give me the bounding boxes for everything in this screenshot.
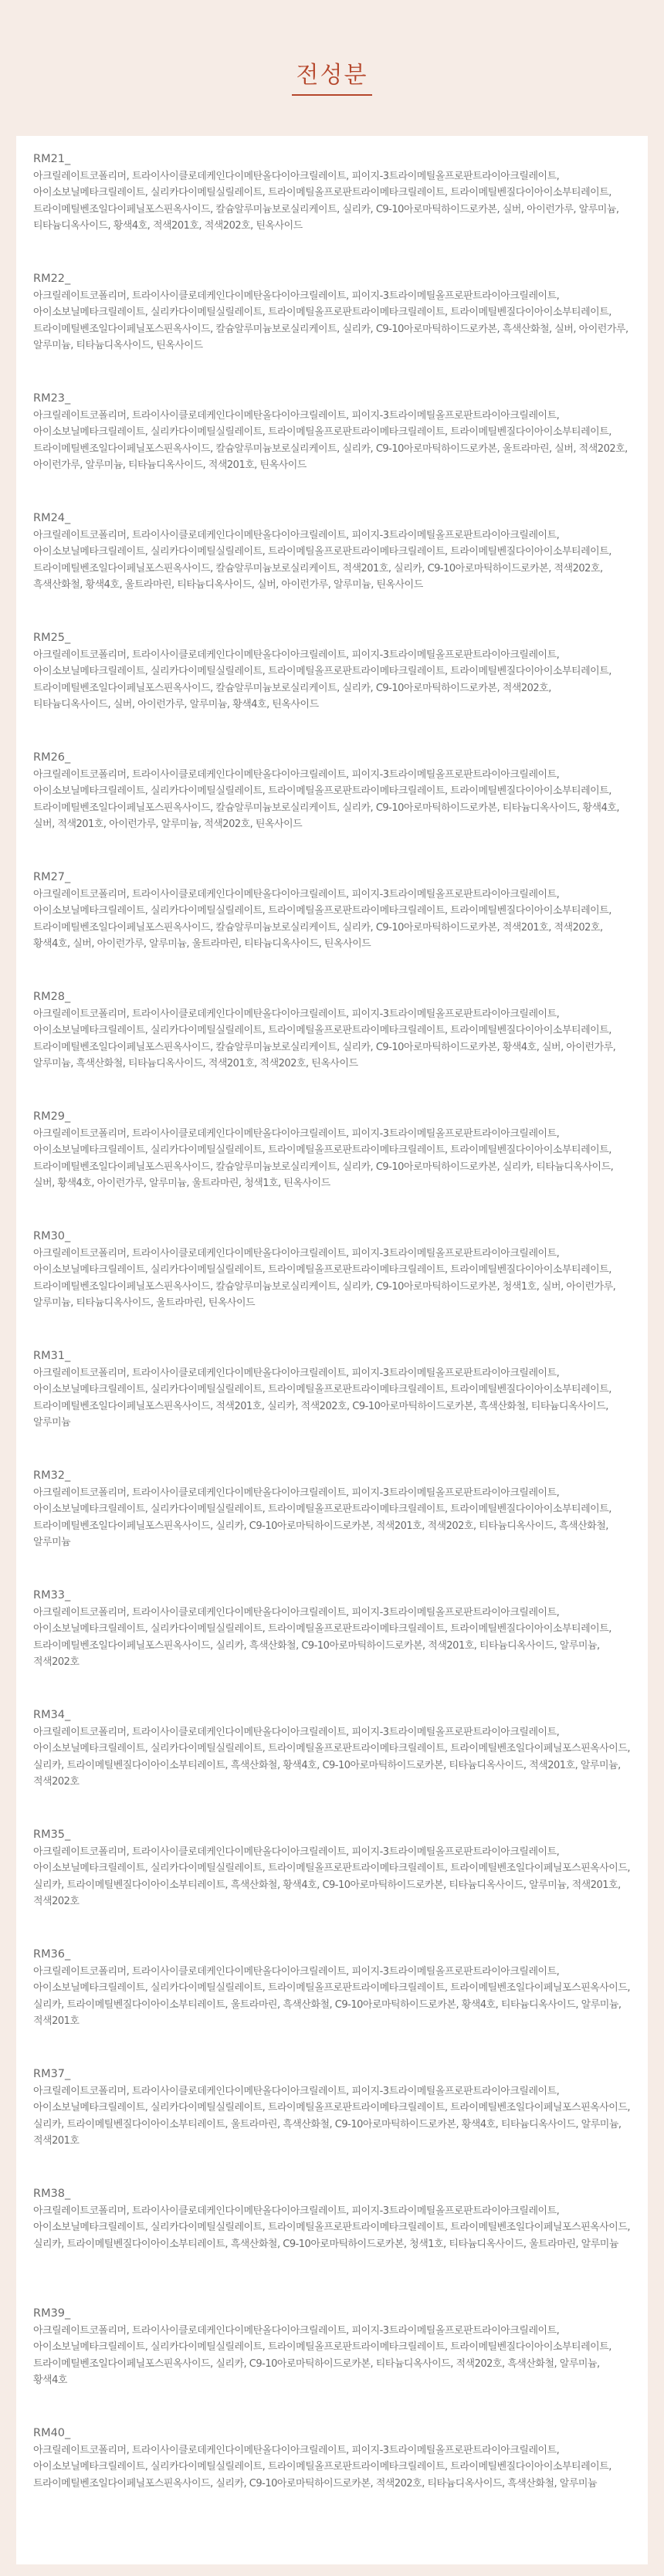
product-code: RM29_ [33,1110,71,1123]
product-code: RM36_ [33,1948,71,1961]
ingredient-text: 아크릴레이트코폴리머, 트라이사이클로데케인다이메탄올다이아크릴레이트, 피이지-3트라이메틸올프로판트라이아크릴레이트, 아이소보닐메타크릴레이트, 실리카다이메틸실릴레이트, 트라이메틸올프로판트라이메타크릴레이트, 트라이메틸벤질다이아이소부티레이트, 트라이메틸벤조일다이페닐포스핀옥사이드, 칼슘알루미늄보로실리케이트, 실리카, C9-10아로마틱하이드로카본, 실리카, 티타늄디옥사이드, 실버, 황색4호, 아이런가루, 알루미늄, 울트라마린, 청색1호, 틴옥사이드 [33,1127,614,1189]
ingredient-entry [33,1947,631,2066]
ingredient-list-card [16,136,648,2564]
product-code: RM30_ [33,1230,71,1242]
product-code: RM35_ [33,1829,71,1841]
ingredient-text: 아크릴레이트코폴리머, 트라이사이클로데케인다이메탄올다이아크릴레이트, 피이지-3트라이메틸올프로판트라이아크릴레이트, 아이소보닐메타크릴레이트, 실리카다이메틸실릴레이트, 트라이메틸올프로판트라이메타크릴레이트, 트라이메틸벤조일다이페닐포스핀옥사이드, 실리카, 트라이메틸벤질다이아이소부티레이트, 흑색산화철, 황색4호, C9-10아로마틱하이드로카본, 티타늄디옥사이드, 적색201호, 알루미늄, 적색202호 [33,1726,631,1788]
ingredient-entry [33,630,631,750]
product-code: RM39_ [33,2307,71,2320]
ingredient-text: 아크릴레이트코폴리머, 트라이사이클로데케인다이메탄올다이아크릴레이트, 피이지-3트라이메틸올프로판트라이아크릴레이트, 아이소보닐메타크릴레이트, 실리카다이메틸실릴레이트, 트라이메틸올프로판트라이메타크릴레이트, 트라이메틸벤질다이아이소부티레이트, 트라이메틸벤조일다이페닐포스핀옥사이드, 칼슘알루미늄보로실리케이트, 실리카, C9-10아로마틱하이드로카본, 청색1호, 실버, 아이런가루, 알루미늄, 티타늄디옥사이드, 울트라마린, 틴옥사이드 [33,1247,616,1309]
ingredient-text: 아크릴레이트코폴리머, 트라이사이클로데케인다이메탄올다이아크릴레이트, 피이지-3트라이메틸올프로판트라이아크릴레이트, 아이소보닐메타크릴레이트, 실리카다이메틸실릴레이트, 트라이메틸올프로판트라이메타크릴레이트, 트라이메틸벤질다이아이소부티레이트, 트라이메틸벤조일다이페닐포스핀옥사이드, 칼슘알루미늄보로실리케이트, 적색201호, 실리카, C9-10아로마틱하이드로카본, 적색202호, 흑색산화철, 황색4호, 울트라마린, 티타늄디옥사이드, 실버, 아이런가루, 알루미늄, 틴옥사이드 [33,529,611,591]
product-code: RM27_ [33,871,71,883]
ingredient-entry [33,750,631,869]
product-code: RM33_ [33,1589,71,1602]
ingredient-text: 아크릴레이트코폴리머, 트라이사이클로데케인다이메탄올다이아크릴레이트, 피이지-3트라이메틸올프로판트라이아크릴레이트, 아이소보닐메타크릴레이트, 실리카다이메틸실릴레이트, 트라이메틸올프로판트라이메타크릴레이트, 트라이메틸벤질다이아이소부티레이트, 트라이메틸벤조일다이페닐포스핀옥사이드, 실리카, C9-10아로마틱하이드로카본, 적색202호, 티타늄디옥사이드, 흑색산화철, 알루미늄 [33,2444,611,2490]
ingredient-text: 아크릴레이트코폴리머, 트라이사이클로데케인다이메탄올다이아크릴레이트, 피이지-3트라이메틸올프로판트라이아크릴레이트, 아이소보닐메타크릴레이트, 실리카다이메틸실릴레이트, 트라이메틸올프로판트라이메타크릴레이트, 트라이메틸벤조일다이페닐포스핀옥사이드, 실리카, 트라이메틸벤질다이아이소부티레이트, 흑색산화철, C9-10아로마틱하이드로카본, 청색1호, 티타늄디옥사이드, 울트라마린, 알루미늄 [33,2205,631,2250]
ingredient-entry [33,2066,631,2186]
product-code: RM26_ [33,751,71,764]
ingredient-text: 아크릴레이트코폴리머, 트라이사이클로데케인다이메탄올다이아크릴레이트, 피이지-3트라이메틸올프로판트라이아크릴레이트, 아이소보닐메타크릴레이트, 실리카다이메틸실릴레이트, 트라이메틸올프로판트라이메타크릴레이트, 트라이메틸벤질다이아이소부티레이트, 트라이메틸벤조일다이페닐포스핀옥사이드, 칼슘알루미늄보로실리케이트, 실리카, C9-10아로마틱하이드로카본, 티타늄디옥사이드, 황색4호, 실버, 적색201호, 아이런가루, 알루미늄, 적색202호, 틴옥사이드 [33,768,620,830]
product-code: RM32_ [33,1469,71,1482]
product-code: RM23_ [33,392,71,405]
ingredient-entry [33,271,631,391]
ingredient-text: 아크릴레이트코폴리머, 트라이사이클로데케인다이메탄올다이아크릴레이트, 피이지-3트라이메틸올프로판트라이아크릴레이트, 아이소보닐메타크릴레이트, 실리카다이메틸실릴레이트, 트라이메틸올프로판트라이메타크릴레이트, 트라이메틸벤조일다이페닐포스핀옥사이드, 실리카, 트라이메틸벤질다이아이소부티레이트, 울트라마린, 흑색산화철, C9-10아로마틱하이드로카본, 황색4호, 티타늄디옥사이드, 알루미늄, 적색201호 [33,1965,631,2027]
product-code: RM24_ [33,512,71,524]
ingredient-entry [33,1588,631,1707]
ingredient-text: 아크릴레이트코폴리머, 트라이사이클로데케인다이메탄올다이아크릴레이트, 피이지-3트라이메틸올프로판트라이아크릴레이트, 아이소보닐메타크릴레이트, 실리카다이메틸실릴레이트, 트라이메틸올프로판트라이메타크릴레이트, 트라이메틸벤조일다이페닐포스핀옥사이드, 실리카, 트라이메틸벤질다이아이소부티레이트, 울트라마린, 흑색산화철, C9-10아로마틱하이드로카본, 황색4호, 티타늄디옥사이드, 알루미늄, 적색201호 [33,2085,631,2147]
product-code: RM34_ [33,1709,71,1721]
ingredient-text: 아크릴레이트코폴리머, 트라이사이클로데케인다이메탄올다이아크릴레이트, 피이지-3트라이메틸올프로판트라이아크릴레이트, 아이소보닐메타크릴레이트, 실리카다이메틸실릴레이트, 트라이메틸올프로판트라이메타크릴레이트, 트라이메틸벤질다이아이소부티레이트, 트라이메틸벤조일다이페닐포스핀옥사이드, 칼슘알루미늄보로실리케이트, 실리카, C9-10아로마틱하이드로카본, 실버, 아이런가루, 알루미늄, 티타늄디옥사이드, 황색4호, 적색201호, 적색202호, 틴옥사이드 [33,170,619,232]
ingredient-entry [33,869,631,989]
ingredient-entry [33,1229,631,1348]
ingredient-text: 아크릴레이트코폴리머, 트라이사이클로데케인다이메탄올다이아크릴레이트, 피이지-3트라이메틸올프로판트라이아크릴레이트, 아이소보닐메타크릴레이트, 실리카다이메틸실릴레이트, 트라이메틸올프로판트라이메타크릴레이트, 트라이메틸벤질다이아이소부티레이트, 트라이메틸벤조일다이페닐포스핀옥사이드, 칼슘알루미늄보로실리케이트, 실리카, C9-10아로마틱하이드로카본, 흑색산화철, 실버, 아이런가루, 알루미늄, 티타늄디옥사이드, 틴옥사이드 [33,290,628,351]
product-code: RM21_ [33,153,71,165]
product-code: RM37_ [33,2068,71,2080]
ingredient-entry [33,1707,631,1827]
ingredient-entry [33,1468,631,1588]
title-underline [292,94,372,96]
ingredient-entry [33,1348,631,1468]
product-code: RM31_ [33,1350,71,1362]
ingredient-entry [33,2186,631,2306]
ingredient-entry [33,151,631,271]
ingredient-entry [33,2306,631,2425]
product-code: RM25_ [33,632,71,644]
ingredient-entry [33,510,631,630]
ingredient-entry [33,2425,631,2545]
ingredient-text: 아크릴레이트코폴리머, 트라이사이클로데케인다이메탄올다이아크릴레이트, 피이지-3트라이메틸올프로판트라이아크릴레이트, 아이소보닐메타크릴레이트, 실리카다이메틸실릴레이트, 트라이메틸올프로판트라이메타크릴레이트, 트라이메틸벤질다이아이소부티레이트, 트라이메틸벤조일다이페닐포스핀옥사이드, 실리카, C9-10아로마틱하이드로카본, 적색201호, 적색202호, 티타늄디옥사이드, 흑색산화철, 알루미늄 [33,1486,611,1548]
ingredient-text: 아크릴레이트코폴리머, 트라이사이클로데케인다이메탄올다이아크릴레이트, 피이지-3트라이메틸올프로판트라이아크릴레이트, 아이소보닐메타크릴레이트, 실리카다이메틸실릴레이트, 트라이메틸올프로판트라이메타크릴레이트, 트라이메틸벤질다이아이소부티레이트, 트라이메틸벤조일다이페닐포스핀옥사이드, 칼슘알루미늄보로실리케이트, 실리카, C9-10아로마틱하이드로카본, 적색202호, 티타늄디옥사이드, 실버, 아이런가루, 알루미늄, 황색4호, 틴옥사이드 [33,649,611,710]
product-code: RM22_ [33,273,71,285]
product-code: RM28_ [33,991,71,1003]
product-code: RM38_ [33,2188,71,2200]
page-title: 전성분 [296,62,368,89]
product-code: RM40_ [33,2427,71,2439]
ingredient-text: 아크릴레이트코폴리머, 트라이사이클로데케인다이메탄올다이아크릴레이트, 피이지-3트라이메틸올프로판트라이아크릴레이트, 아이소보닐메타크릴레이트, 실리카다이메틸실릴레이트, 트라이메틸올프로판트라이메타크릴레이트, 트라이메틸벤질다이아이소부티레이트, 트라이메틸벤조일다이페닐포스핀옥사이드, 칼슘알루미늄보로실리케이트, 실리카, C9-10아로마틱하이드로카본, 적색201호, 적색202호, 황색4호, 실버, 아이런가루, 알루미늄, 울트라마린, 티타늄디옥사이드, 틴옥사이드 [33,888,611,950]
ingredient-entry [33,391,631,510]
ingredient-text: 아크릴레이트코폴리머, 트라이사이클로데케인다이메탄올다이아크릴레이트, 피이지-3트라이메틸올프로판트라이아크릴레이트, 아이소보닐메타크릴레이트, 실리카다이메틸실릴레이트, 트라이메틸올프로판트라이메타크릴레이트, 트라이메틸벤조일다이페닐포스핀옥사이드, 실리카, 트라이메틸벤질다이아이소부티레이트, 흑색산화철, 황색4호, C9-10아로마틱하이드로카본, 티타늄디옥사이드, 알루미늄, 적색201호, 적색202호 [33,1846,631,1907]
ingredient-text: 아크릴레이트코폴리머, 트라이사이클로데케인다이메탄올다이아크릴레이트, 피이지-3트라이메틸올프로판트라이아크릴레이트, 아이소보닐메타크릴레이트, 실리카다이메틸실릴레이트, 트라이메틸올프로판트라이메타크릴레이트, 트라이메틸벤질다이아이소부티레이트, 트라이메틸벤조일다이페닐포스핀옥사이드, 실리카, C9-10아로마틱하이드로카본, 티타늄디옥사이드, 적색202호, 흑색산화철, 알루미늄, 황색4호 [33,2324,611,2386]
ingredient-text: 아크릴레이트코폴리머, 트라이사이클로데케인다이메탄올다이아크릴레이트, 피이지-3트라이메틸올프로판트라이아크릴레이트, 아이소보닐메타크릴레이트, 실리카다이메틸실릴레이트, 트라이메틸올프로판트라이메타크릴레이트, 트라이메틸벤질다이아이소부티레이트, 트라이메틸벤조일다이페닐포스핀옥사이드, 적색201호, 실리카, 적색202호, C9-10아로마틱하이드로카본, 흑색산화철, 티타늄디옥사이드, 알루미늄 [33,1367,611,1429]
ingredient-text: 아크릴레이트코폴리머, 트라이사이클로데케인다이메탄올다이아크릴레이트, 피이지-3트라이메틸올프로판트라이아크릴레이트, 아이소보닐메타크릴레이트, 실리카다이메틸실릴레이트, 트라이메틸올프로판트라이메타크릴레이트, 트라이메틸벤질다이아이소부티레이트, 트라이메틸벤조일다이페닐포스핀옥사이드, 실리카, 흑색산화철, C9-10아로마틱하이드로카본, 적색201호, 티타늄디옥사이드, 알루미늄, 적색202호 [33,1606,611,1668]
ingredient-text: 아크릴레이트코폴리머, 트라이사이클로데케인다이메탄올다이아크릴레이트, 피이지-3트라이메틸올프로판트라이아크릴레이트, 아이소보닐메타크릴레이트, 실리카다이메틸실릴레이트, 트라이메틸올프로판트라이메타크릴레이트, 트라이메틸벤질다이아이소부티레이트, 트라이메틸벤조일다이페닐포스핀옥사이드, 칼슘알루미늄보로실리케이트, 실리카, C9-10아로마틱하이드로카본, 황색4호, 실버, 아이런가루, 알루미늄, 흑색산화철, 티타늄디옥사이드, 적색201호, 적색202호, 틴옥사이드 [33,1008,616,1069]
ingredient-entry [33,1827,631,1947]
ingredient-entry [33,989,631,1109]
ingredient-text: 아크릴레이트코폴리머, 트라이사이클로데케인다이메탄올다이아크릴레이트, 피이지-3트라이메틸올프로판트라이아크릴레이트, 아이소보닐메타크릴레이트, 실리카다이메틸실릴레이트, 트라이메틸올프로판트라이메타크릴레이트, 트라이메틸벤질다이아이소부티레이트, 트라이메틸벤조일다이페닐포스핀옥사이드, 칼슘알루미늄보로실리케이트, 실리카, C9-10아로마틱하이드로카본, 울트라마린, 실버, 적색202호, 아이런가루, 알루미늄, 티타늄디옥사이드, 적색201호, 틴옥사이드 [33,409,628,471]
ingredient-entry [33,1109,631,1229]
